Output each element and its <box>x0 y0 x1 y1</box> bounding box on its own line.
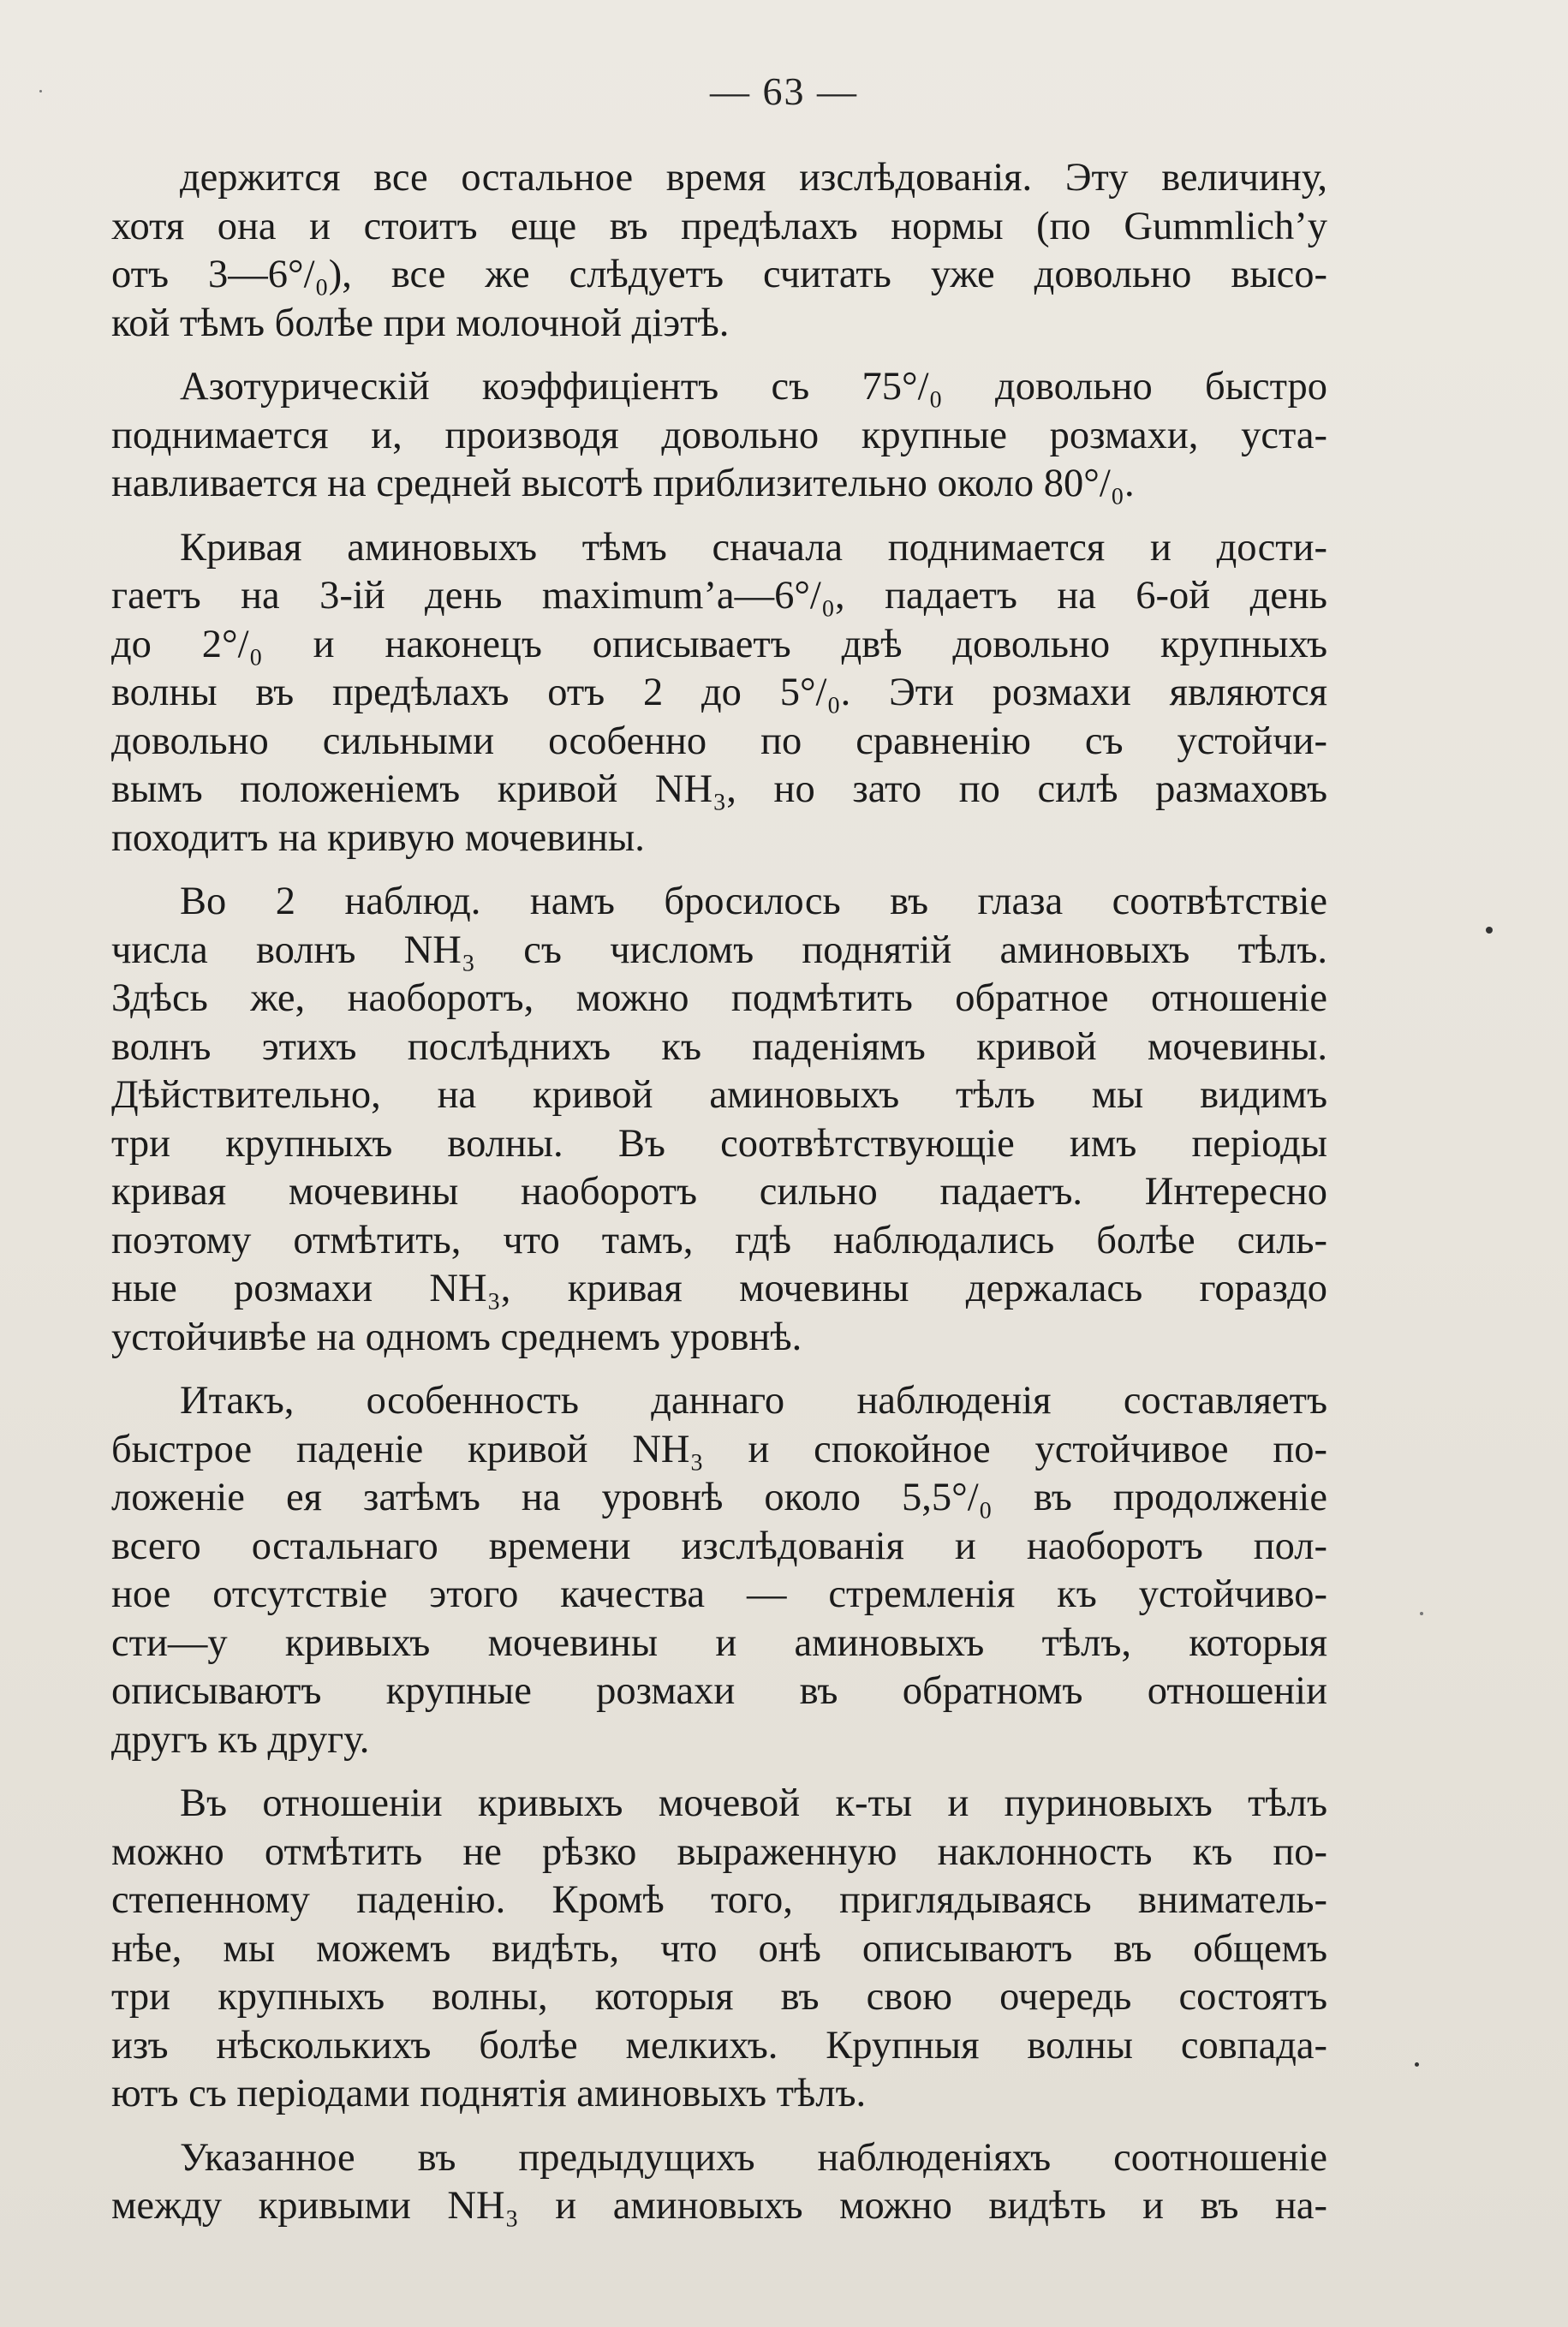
print-speck <box>1420 1612 1423 1615</box>
text-line: вымъ положеніемъ кривой NH₃, но зато по силѣ размаховъ <box>111 767 1327 811</box>
text-line: Во 2 наблюд. намъ бросилось въ глаза соотвѣтствіе <box>180 880 1327 923</box>
text-line: навливается на средней высотѣ приблизительно около 80°/₀. <box>111 462 1135 505</box>
text-line: до 2°/₀ и наконецъ описываетъ двѣ довольно крупныхъ <box>111 622 1327 666</box>
text-line: всего остальнаго времени изслѣдованія и наоборотъ пол- <box>111 1524 1327 1568</box>
text-line: другъ къ другу. <box>111 1717 370 1762</box>
text-line: отъ 3—6°/₀), все же слѣдуетъ считать уже довольно высо- <box>111 253 1327 296</box>
text-line: Азотурическій коэффиціентъ съ 75°/₀ довольно быстро <box>180 365 1327 409</box>
print-speck <box>39 90 42 92</box>
text-line: поднимается и, производя довольно крупные розмахи, уста- <box>111 413 1327 457</box>
text-line: нѣе, мы можемъ видѣть, что онѣ описываютъ въ общемъ <box>111 1926 1327 1971</box>
text-line: ложеніе ея затѣмъ на уровнѣ около 5,5°/₀ въ продолженіе <box>111 1476 1327 1519</box>
paragraph <box>111 363 1327 509</box>
text-line: кой тѣмъ болѣе при молочной діэтѣ. <box>111 301 730 345</box>
text-line: Кривая аминовыхъ тѣмъ сначала поднимается и дости- <box>180 525 1327 570</box>
paragraph <box>111 878 1327 1362</box>
print-speck <box>1486 927 1493 934</box>
print-speck <box>1415 2062 1419 2067</box>
text-line: Въ отношеніи кривыхъ мочевой к-ты и пуриновыхъ тѣлъ <box>180 1781 1327 1825</box>
body-text <box>111 154 1327 2246</box>
text-line: походитъ на кривую мочевины. <box>111 815 645 860</box>
text-line: кривая мочевины наоборотъ сильно падаетъ. Интересно <box>111 1170 1327 1214</box>
text-line: ютъ съ періодами поднятія аминовыхъ тѣлъ. <box>111 2072 867 2115</box>
text-line: устойчивѣе на одномъ среднемъ уровнѣ. <box>111 1315 802 1359</box>
paragraph <box>111 1780 1327 2119</box>
text-line: сти—у кривыхъ мочевины и аминовыхъ тѣлъ, которыя <box>111 1620 1327 1665</box>
paragraph <box>111 1377 1327 1764</box>
text-line: числа волнъ NH₃ съ числомъ поднятій аминовыхъ тѣлъ. <box>111 928 1327 972</box>
paragraph <box>111 154 1327 348</box>
text-line: гаетъ на 3-ій день maximum’а—6°/₀, падаетъ на 6-ой день <box>111 574 1327 618</box>
text-line: между кривыми NH₃ и аминовыхъ можно видѣть и въ на- <box>111 2184 1327 2228</box>
text-line: Здѣсь же, наоборотъ, можно подмѣтить обратное отношеніе <box>111 976 1327 1020</box>
text-line: изъ нѣсколькихъ болѣе мелкихъ. Крупныя волны совпада- <box>111 2023 1327 2067</box>
text-line: ные розмахи NH₃, кривая мочевины держалась гораздо <box>111 1267 1327 1310</box>
paragraph <box>111 2134 1327 2231</box>
text-line: описываютъ крупные розмахи въ обратномъ отношеніи <box>111 1669 1327 1713</box>
text-line: Дѣйствительно, на кривой аминовыхъ тѣлъ мы видимъ <box>111 1073 1327 1117</box>
text-line: три крупныхъ волны, которыя въ свою очередь состоятъ <box>111 1975 1327 2019</box>
text-line: быстрое паденіе кривой NH₃ и спокойное устойчивое по- <box>111 1427 1327 1471</box>
text-line: три крупныхъ волны. Въ соотвѣтствующіе имъ періоды <box>111 1121 1327 1166</box>
text-line: степенному паденію. Кромѣ того, приглядываясь вниматель- <box>111 1878 1327 1922</box>
text-line: можно отмѣтить не рѣзко выраженную наклонность къ по- <box>111 1829 1327 1874</box>
paragraph <box>111 524 1327 863</box>
text-line: Указанное въ предыдущихъ наблюденіяхъ соотношеніе <box>180 2135 1327 2180</box>
text-line: ное отсутствіе этого качества — стремленія къ устойчиво- <box>111 1572 1327 1616</box>
text-line: волны въ предѣлахъ отъ 2 до 5°/₀. Эти розмахи являются <box>111 671 1327 714</box>
text-line: держится все остальное время изслѣдованія. Эту величину, <box>180 156 1327 200</box>
text-line: поэтому отмѣтить, что тамъ, гдѣ наблюдались болѣе силь- <box>111 1218 1327 1262</box>
text-line: волнъ этихъ послѣднихъ къ паденіямъ кривой мочевины. <box>111 1024 1327 1069</box>
text-line: хотя она и стоитъ еще въ предѣлахъ нормы (по Gummlich’у <box>111 204 1327 248</box>
text-line: Итакъ, особенность даннаго наблюденія составляетъ <box>180 1379 1327 1423</box>
page-number: — 63 — <box>710 69 858 113</box>
text-line: довольно сильными особенно по сравненію съ устойчи- <box>111 719 1327 763</box>
